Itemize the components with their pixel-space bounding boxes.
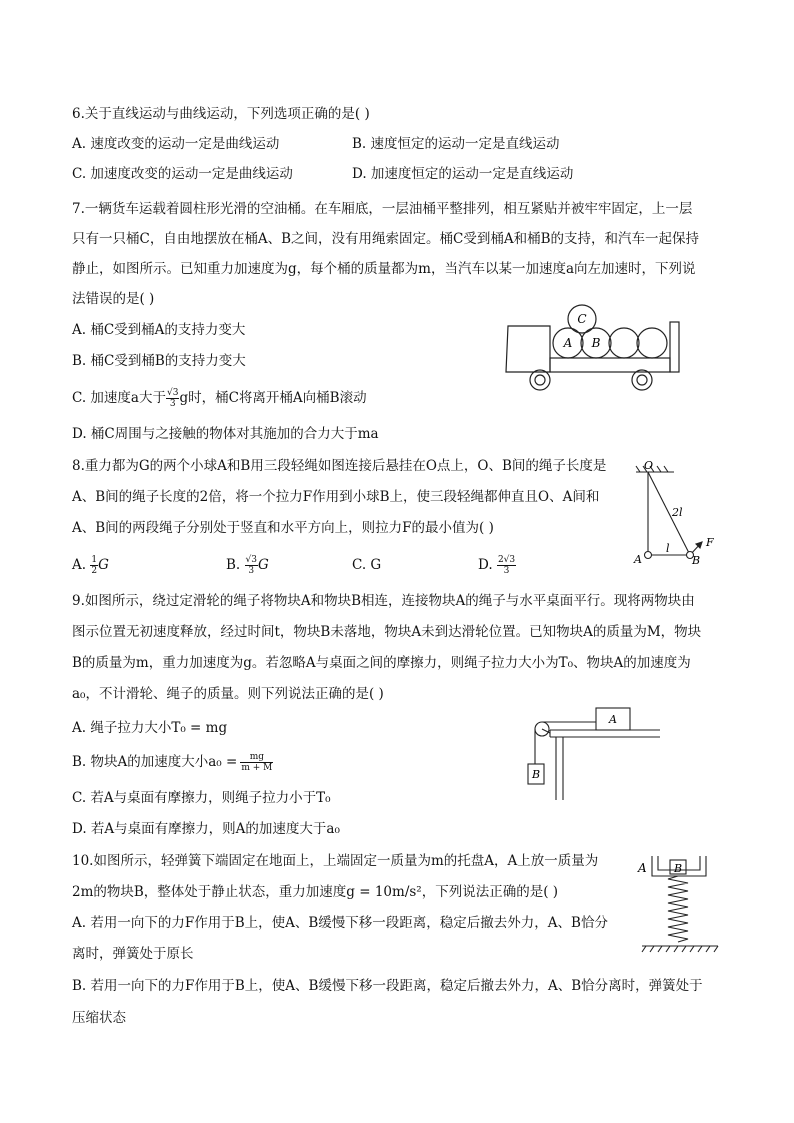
q9-stem-line2: 图示位置无初速度释放，经过时间t，物块B未落地，物块A未到达滑轮位置。已知物块A的质量为M，物块 xyxy=(72,624,702,640)
q7-stem-line3: 静止，如图所示。已知重力加速度为g，每个桶的质量都为m，当汽车以某一加速度a向左加速时，下列说 xyxy=(72,261,696,277)
q7-option-c-fraction xyxy=(166,388,179,409)
q9-option-b-denominator: m + M xyxy=(241,763,273,773)
q7-option-a: A. 桶C受到桶A的支持力变大 xyxy=(72,322,246,338)
q8-option-d-fraction xyxy=(497,555,516,576)
q8-option-a xyxy=(72,555,109,576)
q8-stem-line1: 8.重力都为G的两个小球A和B用三段轻绳如图连接后悬挂在O点上，O、B间的绳子长度是 xyxy=(72,458,607,474)
q8-option-b-numerator: √3 xyxy=(245,555,257,565)
ball-a xyxy=(645,552,652,559)
ground-hatch-1 xyxy=(642,946,646,952)
q9-option-b-prefix: B. 物块A的加速度大小a₀ = xyxy=(72,754,238,770)
label-a: A xyxy=(609,713,617,726)
ground-hatch-6 xyxy=(682,946,686,952)
q8-option-a-denominator: 2 xyxy=(91,566,98,576)
label-2l: 2l xyxy=(672,506,683,519)
ground-hatch-2 xyxy=(650,946,654,952)
hatch-5 xyxy=(664,466,668,472)
q7-option-c-denominator: 3 xyxy=(169,399,176,409)
q9-option-c: C. 若A与桌面有摩擦力，则绳子拉力小于T₀ xyxy=(72,790,331,806)
ground-hatch-9 xyxy=(706,946,710,952)
q8-option-d-denominator: 3 xyxy=(503,566,510,576)
q7-option-c-numerator: √3 xyxy=(166,388,179,398)
q8-option-b xyxy=(226,555,269,576)
ground-hatch-3 xyxy=(658,946,662,952)
q10-option-a-line1: A. 若用一向下的力F作用于B上，使A、B缓慢下移一段距离，稳定后撤去外力，A、B恰分 xyxy=(72,915,608,931)
q8-stem-line3: A、B间的两段绳子分别处于竖直和水平方向上，则拉力F的最小值为( ) xyxy=(72,520,494,536)
q8-option-d-numerator: 2√3 xyxy=(497,555,516,565)
q8-option-a-fraction xyxy=(90,555,98,576)
label-o: O xyxy=(644,459,654,472)
q10-option-b-line2: 压缩状态 xyxy=(72,1010,126,1026)
wheel-front xyxy=(530,370,550,390)
q8-option-b-fraction xyxy=(245,555,258,576)
q7-stem-line2: 只有一只桶C，自由地摆放在桶A、B之间，没有用绳索固定。桶C受到桶A和桶B的支持，和汽车一起保持 xyxy=(72,231,699,247)
q10-option-a-line2: 离时，弹簧处于原长 xyxy=(72,946,194,962)
q7-option-c-suffix: g时，桶C将离开桶A向桶B滚动 xyxy=(179,390,367,406)
q9-stem-line3: B的质量为m，重力加速度为g。若忽略A与桌面之间的摩擦力，则绳子拉力大小为T₀、物块A的加速度为 xyxy=(72,655,691,671)
label-a: A xyxy=(634,553,642,566)
q8-option-c: C. G xyxy=(352,557,382,573)
hatch-4 xyxy=(657,466,661,472)
barrel-4 xyxy=(637,328,667,358)
q9-stem-line4: a₀，不计滑轮、绳子的质量。则下列说法正确的是( ) xyxy=(72,686,384,702)
wheel-rear xyxy=(632,370,652,390)
q7-option-b: B. 桶C受到桶B的支持力变大 xyxy=(72,353,246,369)
ground-hatch-7 xyxy=(690,946,694,952)
q8-option-a-numerator: 1 xyxy=(91,555,98,565)
q7-option-d: D. 桶C周围与之接触的物体对其施加的合力大于ma xyxy=(72,426,379,442)
ground-hatch-10 xyxy=(714,946,718,952)
q9-stem-line1: 9.如图所示，绕过定滑轮的绳子将物块A和物块B相连，连接物块A的绳子与水平桌面平行。现将两物块由 xyxy=(72,593,695,609)
truck-figure xyxy=(500,302,686,392)
truck-tailboard xyxy=(670,322,679,372)
q6-stem: 6.关于直线运动与曲线运动，下列选项正确的是( ) xyxy=(72,106,370,122)
label-b: B xyxy=(591,336,601,350)
wheel-front-hub xyxy=(535,375,545,385)
pulley-figure xyxy=(520,702,662,804)
ground-hatch-8 xyxy=(698,946,702,952)
q10-stem-line2: 2m的物块B，整体处于静止状态，重力加速度g = 10m/s²，下列说法正确的是( ) xyxy=(72,884,559,900)
q9-option-b-fraction xyxy=(240,752,273,773)
q7-option-c-prefix: C. 加速度a大于 xyxy=(72,390,166,406)
barrel-3 xyxy=(609,328,639,358)
q9-option-d: D. 若A与桌面有摩擦力，则A的加速度大于a₀ xyxy=(72,821,340,837)
wheel-rear-hub xyxy=(637,375,647,385)
q8-option-a-prefix: A. xyxy=(72,557,91,573)
q7-stem-line4: 法错误的是( ) xyxy=(72,291,155,307)
label-b: B xyxy=(673,862,683,875)
q6-option-d: D. 加速度恒定的运动一定是直线运动 xyxy=(352,166,574,182)
hatch-1 xyxy=(636,466,640,472)
q9-option-b-numerator: mg xyxy=(240,752,273,763)
q8-stem-line2: A、B间的绳子长度的2倍，将一个拉力F作用到小球B上，使三段轻绳都伸直且O、A间和 xyxy=(72,489,600,505)
spring xyxy=(668,876,688,942)
q8-option-a-suffix: G xyxy=(98,557,109,573)
q8-option-b-denominator: 3 xyxy=(248,566,255,576)
label-f: F xyxy=(706,536,714,549)
q8-option-d-prefix: D. xyxy=(478,557,497,573)
q10-stem-line1: 10.如图所示，轻弹簧下端固定在地面上，上端固定一质量为m的托盘A，A上放一质量为 xyxy=(72,853,599,869)
ground-hatch-4 xyxy=(666,946,670,952)
q6-option-c: C. 加速度改变的运动一定是曲线运动 xyxy=(72,166,293,182)
label-b: B xyxy=(692,554,701,567)
label-c: C xyxy=(577,312,587,326)
label-b: B xyxy=(531,768,541,781)
q8-option-b-prefix: B. xyxy=(226,557,245,573)
label-a: A xyxy=(563,336,573,350)
q6-option-a: A. 速度改变的运动一定是曲线运动 xyxy=(72,136,280,152)
q8-option-d xyxy=(478,555,516,576)
q6-option-b: B. 速度恒定的运动一定是直线运动 xyxy=(352,136,560,152)
q7-option-c xyxy=(72,388,367,409)
q8-option-b-suffix: G xyxy=(257,557,269,573)
q9-option-a: A. 绳子拉力大小T₀ = mg xyxy=(72,720,228,736)
truck-bed xyxy=(550,358,670,372)
q10-option-b-line1: B. 若用一向下的力F作用于B上，使A、B缓慢下移一段距离，稳定后撤去外力，A、B恰分离时，弹簧处于 xyxy=(72,978,703,994)
label-l: l xyxy=(666,542,670,555)
spring-tray-figure xyxy=(634,852,724,956)
hanging-balls-figure xyxy=(630,458,720,570)
q7-stem-line1: 7.一辆货车运载着圆柱形光滑的空油桶。在车厢底，一层油桶平整排列，相互紧贴并被牢牢固定，上一层 xyxy=(72,201,693,217)
q9-option-b xyxy=(72,752,273,773)
label-a: A xyxy=(638,861,647,875)
ground-hatch-5 xyxy=(674,946,678,952)
truck-cab xyxy=(506,326,550,372)
